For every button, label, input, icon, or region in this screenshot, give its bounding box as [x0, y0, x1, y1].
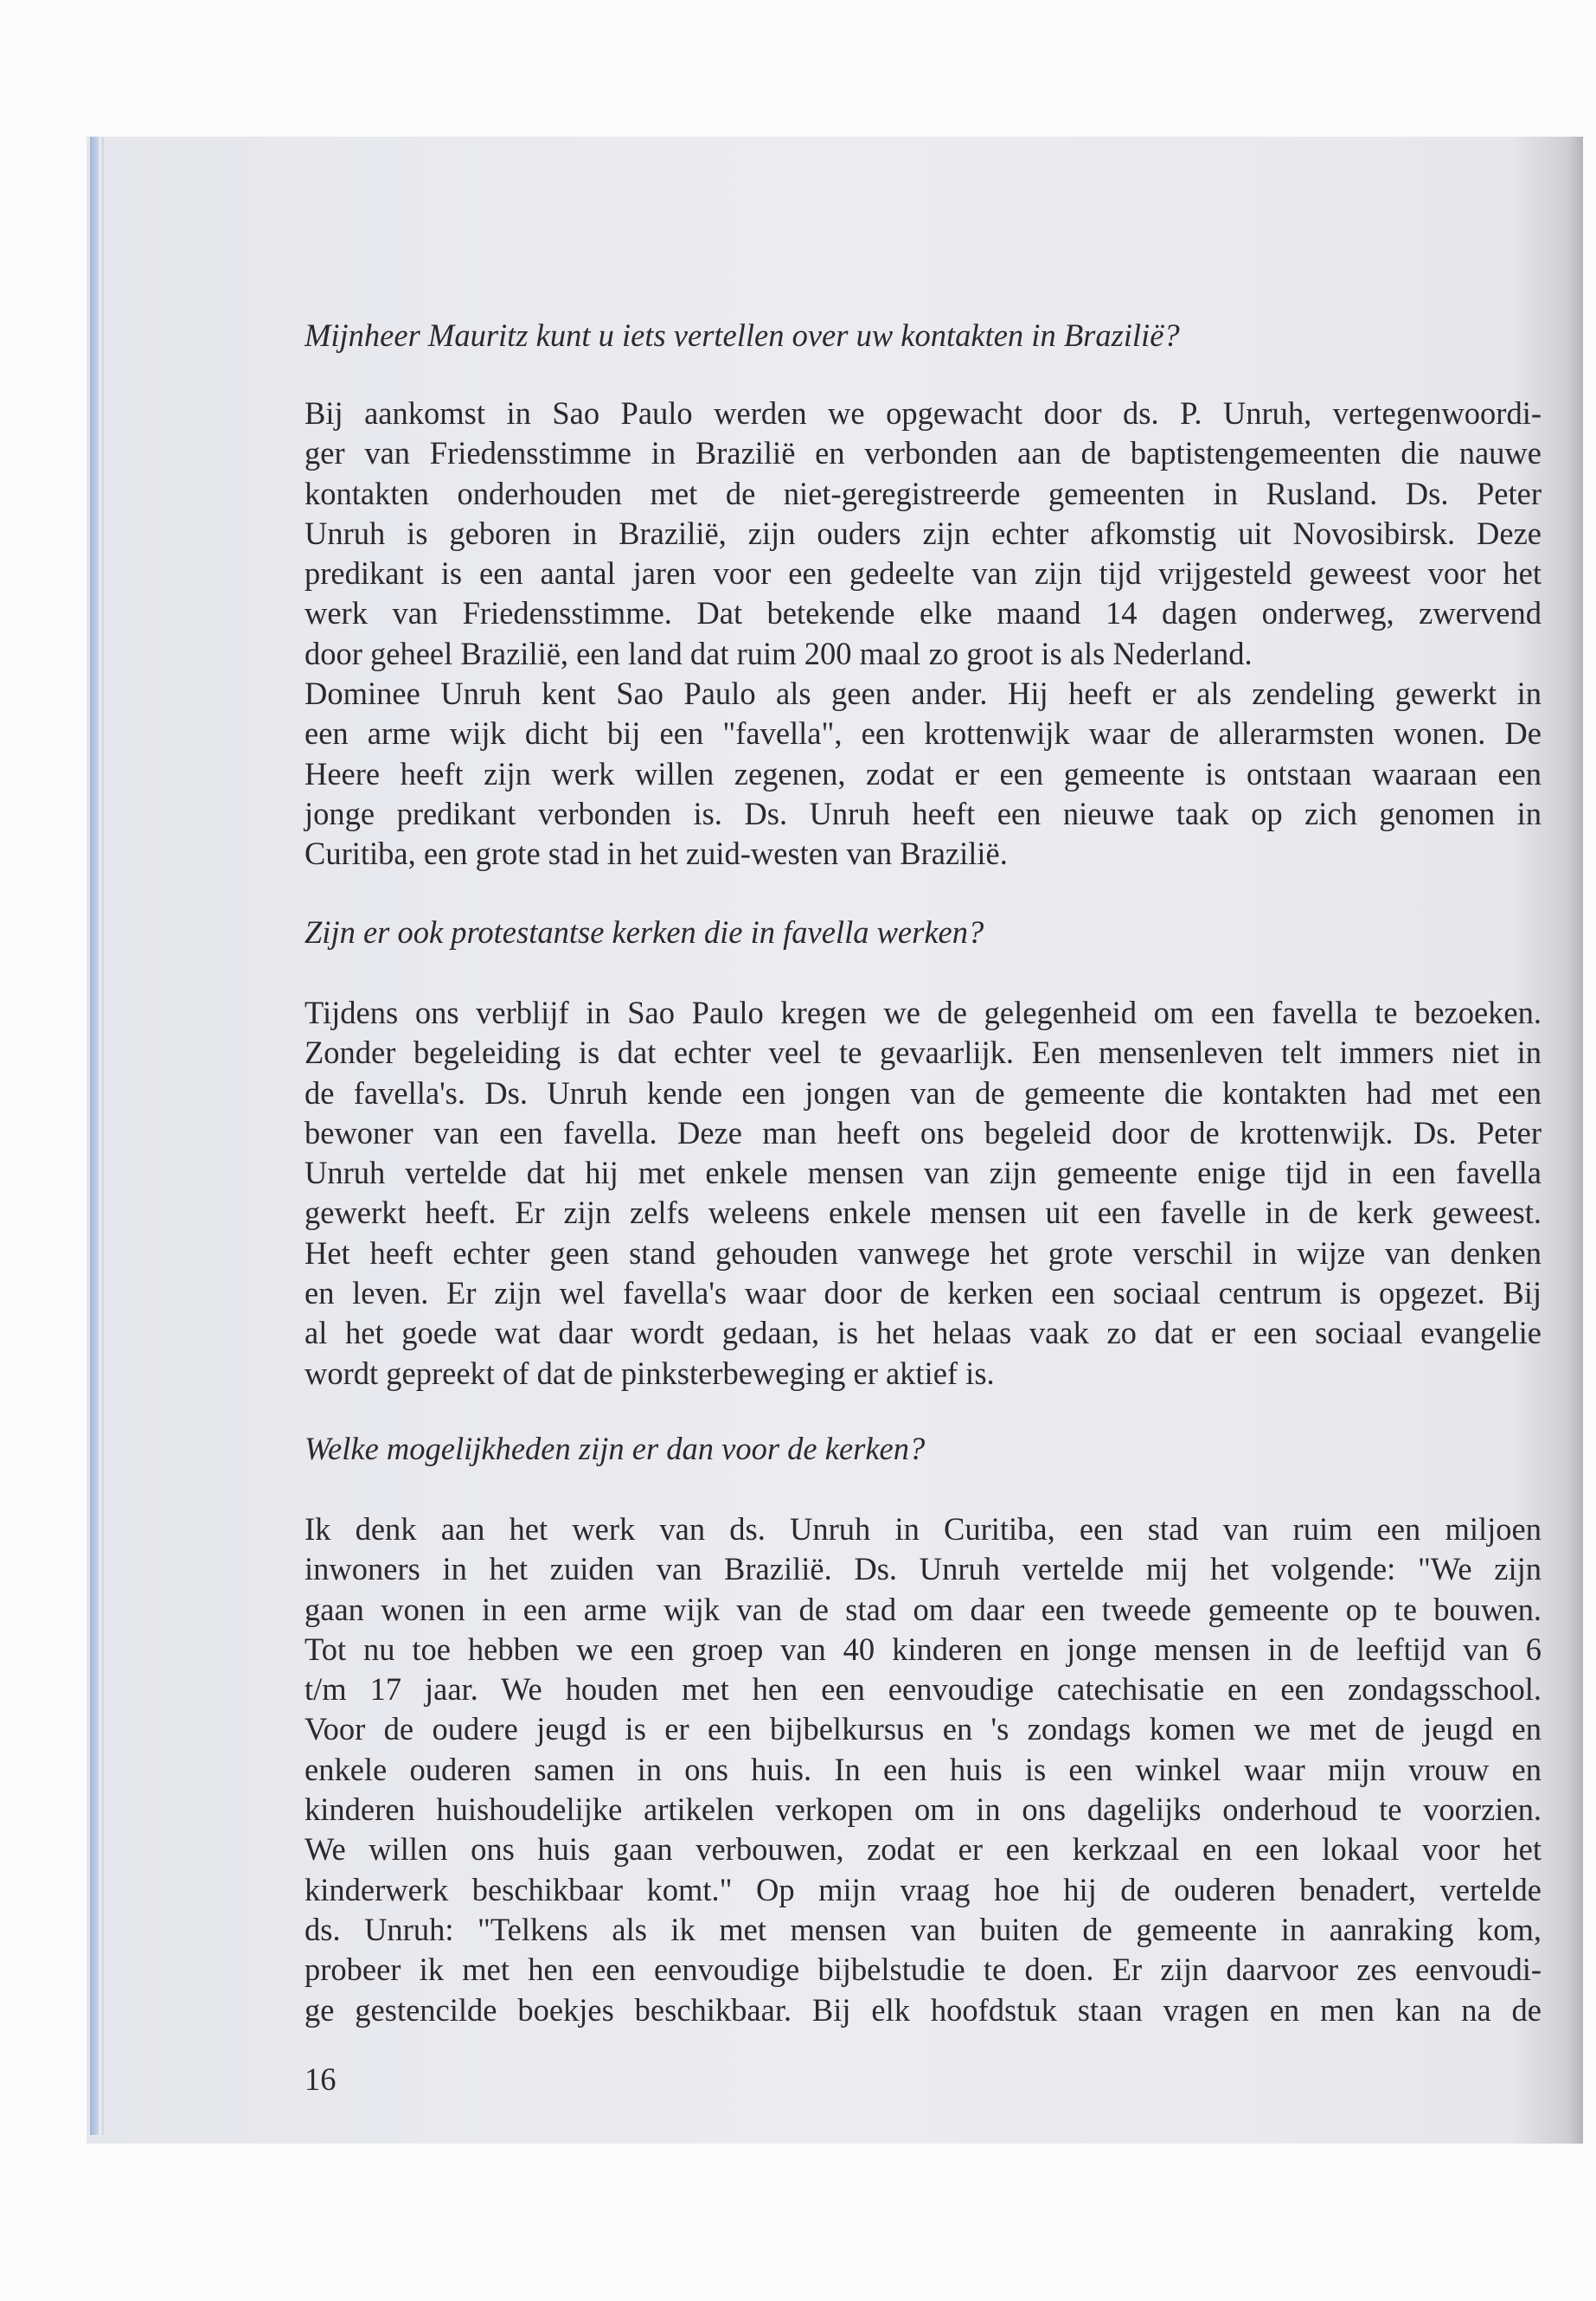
text-line: Ik denk aan het werk van ds. Unruh in Curitiba, een stad van ruim een miljoen: [304, 1511, 1542, 1547]
text-line: Voor de oudere jeugd is er een bijbelkursus en 's zondags komen we met de jeugd en: [304, 1711, 1542, 1747]
text-line: wordt gepreekt of dat de pinksterbeweging er aktief is.: [304, 1355, 995, 1391]
page-edge: [90, 137, 99, 2135]
section-heading: Welke mogelijkheden zijn er dan voor de kerken?: [304, 1431, 926, 1466]
text-line: probeer ik met hen een eenvoudige bijbelstudie te doen. Er zijn daarvoor zes eenvoudi-: [304, 1952, 1542, 1988]
text-line: werk van Friedensstimme. Dat betekende elke maand 14 dagen onderweg, zwervend: [304, 595, 1542, 631]
section-heading: Mijnheer Mauritz kunt u iets vertellen over uw kontakten in Brazilië?: [304, 317, 1180, 353]
text-line: een arme wijk dicht bij een "favella", een krottenwijk waar de allerarmsten wonen. De: [304, 715, 1542, 752]
text-line: Unruh vertelde dat hij met enkele mensen van zijn gemeente enige tijd in een favella: [304, 1155, 1542, 1191]
text-line: kinderwerk beschikbaar komt." Op mijn vraag hoe hij de ouderen benadert, vertelde: [304, 1871, 1542, 1907]
text-line: kontakten onderhouden met de niet-geregistreerde gemeenten in Rusland. Ds. Peter: [304, 475, 1542, 511]
section-heading: Zijn er ook protestantse kerken die in favella werken?: [304, 914, 984, 950]
text-line: ge gestencilde boekjes beschikbaar. Bij elk hoofdstuk staan vragen en men kan na de: [304, 1991, 1542, 2028]
text-line: en leven. Er zijn wel favella's waar door de kerken een sociaal centrum is opgezet. Bij: [304, 1275, 1542, 1311]
text-line: Tot nu toe hebben we een groep van 40 kinderen en jonge mensen in de leeftijd van 6: [304, 1631, 1542, 1667]
text-line: al het goede wat daar wordt gedaan, is het helaas vaak zo dat er een sociaal evangelie: [304, 1315, 1542, 1351]
paragraph: [304, 674, 1542, 874]
paragraph: [304, 993, 1542, 1394]
text-line: bewoner van een favella. Deze man heeft ons begeleid door de krottenwijk. Ds. Peter: [304, 1114, 1542, 1150]
text-line: door geheel Brazilië, een land dat ruim 200 maal zo groot is als Nederland.: [304, 635, 1253, 671]
text-line: Unruh is geboren in Brazilië, zijn ouders zijn echter afkomstig uit Novosibirsk. Deze: [304, 515, 1542, 551]
page-edge-line: [102, 137, 104, 2135]
text-line: Bij aankomst in Sao Paulo werden we opgewacht door ds. P. Unruh, vertegenwoordi-: [304, 395, 1542, 431]
paragraph: [304, 394, 1542, 674]
paragraph: [304, 1509, 1542, 2030]
text-line: jonge predikant verbonden is. Ds. Unruh heeft een nieuwe taak op zich genomen in: [304, 795, 1542, 831]
text-line: enkele ouderen samen in ons huis. In een huis is een winkel waar mijn vrouw en: [304, 1751, 1542, 1787]
text-line: predikant is een aantal jaren voor een gedeelte van zijn tijd vrijgesteld geweest voor het: [304, 555, 1542, 592]
text-line: We willen ons huis gaan verbouwen, zodat er een kerkzaal en een lokaal voor het: [304, 1831, 1542, 1868]
text-line: Zonder begeleiding is dat echter veel te gevaarlijk. Een mensenleven telt immers niet in: [304, 1035, 1542, 1071]
text-line: gaan wonen in een arme wijk van de stad om daar een tweede gemeente op te bouwen.: [304, 1591, 1542, 1627]
text-line: t/m 17 jaar. We houden met hen een eenvoudige catechisatie en een zondagsschool.: [304, 1671, 1542, 1708]
text-line: ger van Friedensstimme in Brazilië en verbonden aan de baptistengemeenten die nauwe: [304, 435, 1542, 471]
text-line: Het heeft echter geen stand gehouden vanwege het grote verschil in wijze van denken: [304, 1234, 1542, 1271]
page-number: 16: [304, 2061, 337, 2097]
text-line: gewerkt heeft. Er zijn zelfs weleens enkele mensen uit een favelle in de kerk geweest.: [304, 1195, 1542, 1231]
text-line: Dominee Unruh kent Sao Paulo als geen ander. Hij heeft er als zendeling gewerkt in: [304, 676, 1542, 712]
text-line: ds. Unruh: "Telkens als ik met mensen van buiten de gemeente in aanraking kom,: [304, 1911, 1542, 1947]
text-line: inwoners in het zuiden van Brazilië. Ds. Unruh vertelde mij het volgende: "We zijn: [304, 1551, 1542, 1587]
text-line: de favella's. Ds. Unruh kende een jongen van de gemeente die kontakten had met een: [304, 1074, 1542, 1111]
text-line: Tijdens ons verblijf in Sao Paulo kregen we de gelegenheid om een favella te bezoeken.: [304, 995, 1542, 1030]
text-line: kinderen huishoudelijke artikelen verkopen om in ons dagelijks onderhoud te voorzien.: [304, 1791, 1542, 1828]
text-line: Curitiba, een grote stad in het zuid-westen van Brazilië.: [304, 836, 1008, 872]
text-line: Heere heeft zijn werk willen zegenen, zodat er een gemeente is ontstaan waaraan een: [304, 755, 1542, 792]
